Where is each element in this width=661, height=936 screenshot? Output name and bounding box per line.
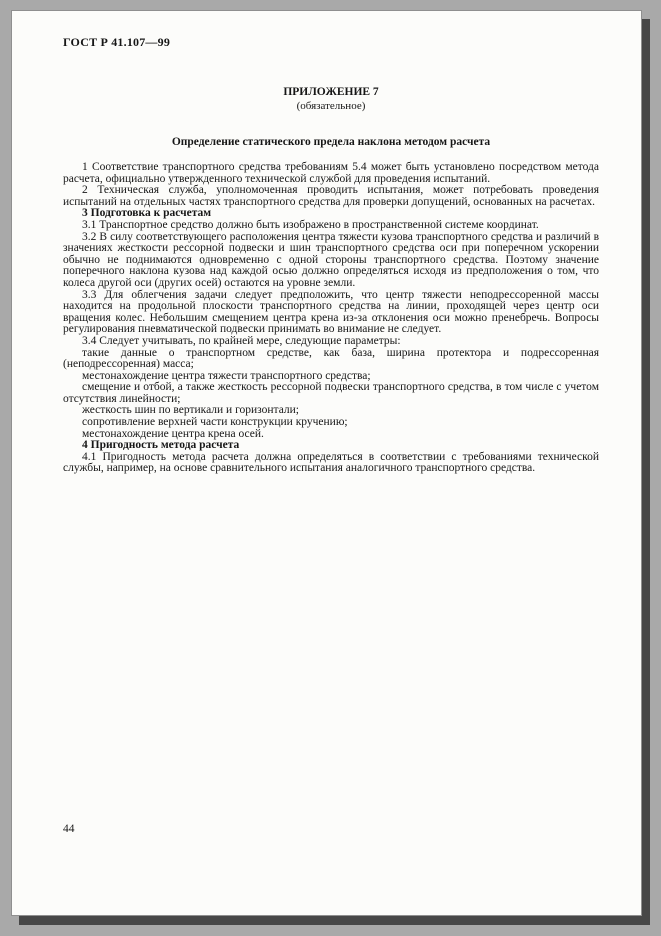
- page-number: 44: [63, 823, 75, 835]
- paragraph-3-3: 3.3 Для облегчения задачи следует предположить, что центр тяжести неподрессоренной массы находится на продольной плоскости транспортного средства на линии, проходящей через центр оси вращения колес. Небольшим смещением центра крена из-за отклонения оси можно пренебречь. Вопросы регулирования пневматической подвески принимать во внимание не следует.: [63, 288, 599, 336]
- section-title: Определение статического предела наклона методом расчета: [171, 136, 491, 148]
- list-item-1: такие данные о транспортном средстве, как база, ширина протектора и подрессоренная (неподрессоренная) масса;: [63, 346, 599, 371]
- paragraph-4-1: 4.1 Пригодность метода расчета должна определяться в соответствии с требованиями технической службы, например, на основе сравнительного испытания аналогичного транспортного средства.: [63, 450, 599, 475]
- list-item-2: местонахождение центра тяжести транспортного средства;: [82, 369, 371, 382]
- document-page: [11, 10, 642, 916]
- list-item-3: смещение и отбой, а также жесткость рессорной подвески транспортного средства, в том числе с учетом отсутствия линейности;: [63, 381, 599, 405]
- paragraph-1: 1 Соответствие транспортного средства требованиям 5.4 может быть установлено посредством метода расчета, официально утвержденного технической службой для проведения испытаний.: [63, 161, 599, 185]
- document-body: [63, 162, 599, 475]
- heading-4: 4 Пригодность метода расчета: [82, 439, 240, 452]
- paragraph-2: 2 Техническая служба, уполномоченная проводить испытания, может потребовать проведения испытаний на отдельных частях транспортного средства для проверки допущений, основанных на расчетах.: [63, 184, 599, 208]
- paragraph-3-4: 3.4 Следует учитывать, по крайней мере, следующие параметры:: [82, 334, 401, 347]
- appendix-note: (обязательное): [296, 100, 366, 112]
- paragraph-3-1: 3.1 Транспортное средство должно быть изображено в пространственной системе координат.: [82, 218, 539, 231]
- standard-number: ГОСТ Р 41.107—99: [63, 35, 171, 49]
- appendix-label: ПРИЛОЖЕНИЕ 7: [283, 86, 379, 98]
- heading-3: 3 Подготовка к расчетам: [82, 207, 212, 220]
- list-item-6: местонахождение центра крена осей.: [82, 427, 264, 440]
- list-item-4: жесткость шин по вертикали и горизонтали;: [82, 404, 300, 417]
- list-item-5: сопротивление верхней части конструкции кручению;: [82, 416, 348, 429]
- paragraph-3-2: 3.2 В силу соответствующего расположения центра тяжести кузова транспортного средства и различий в значениях жесткости рессорной подвески и шин транспортного средства оси при поперечном ускорении обычно не поднимаются одновременно с одной стороны транспортного средства. Поэтому значение поперечного наклона кузова над каждой осью должно определяться исходя из предположения о том, что колеса другой оси (других осей) остаются на уровне земли.: [63, 230, 599, 289]
